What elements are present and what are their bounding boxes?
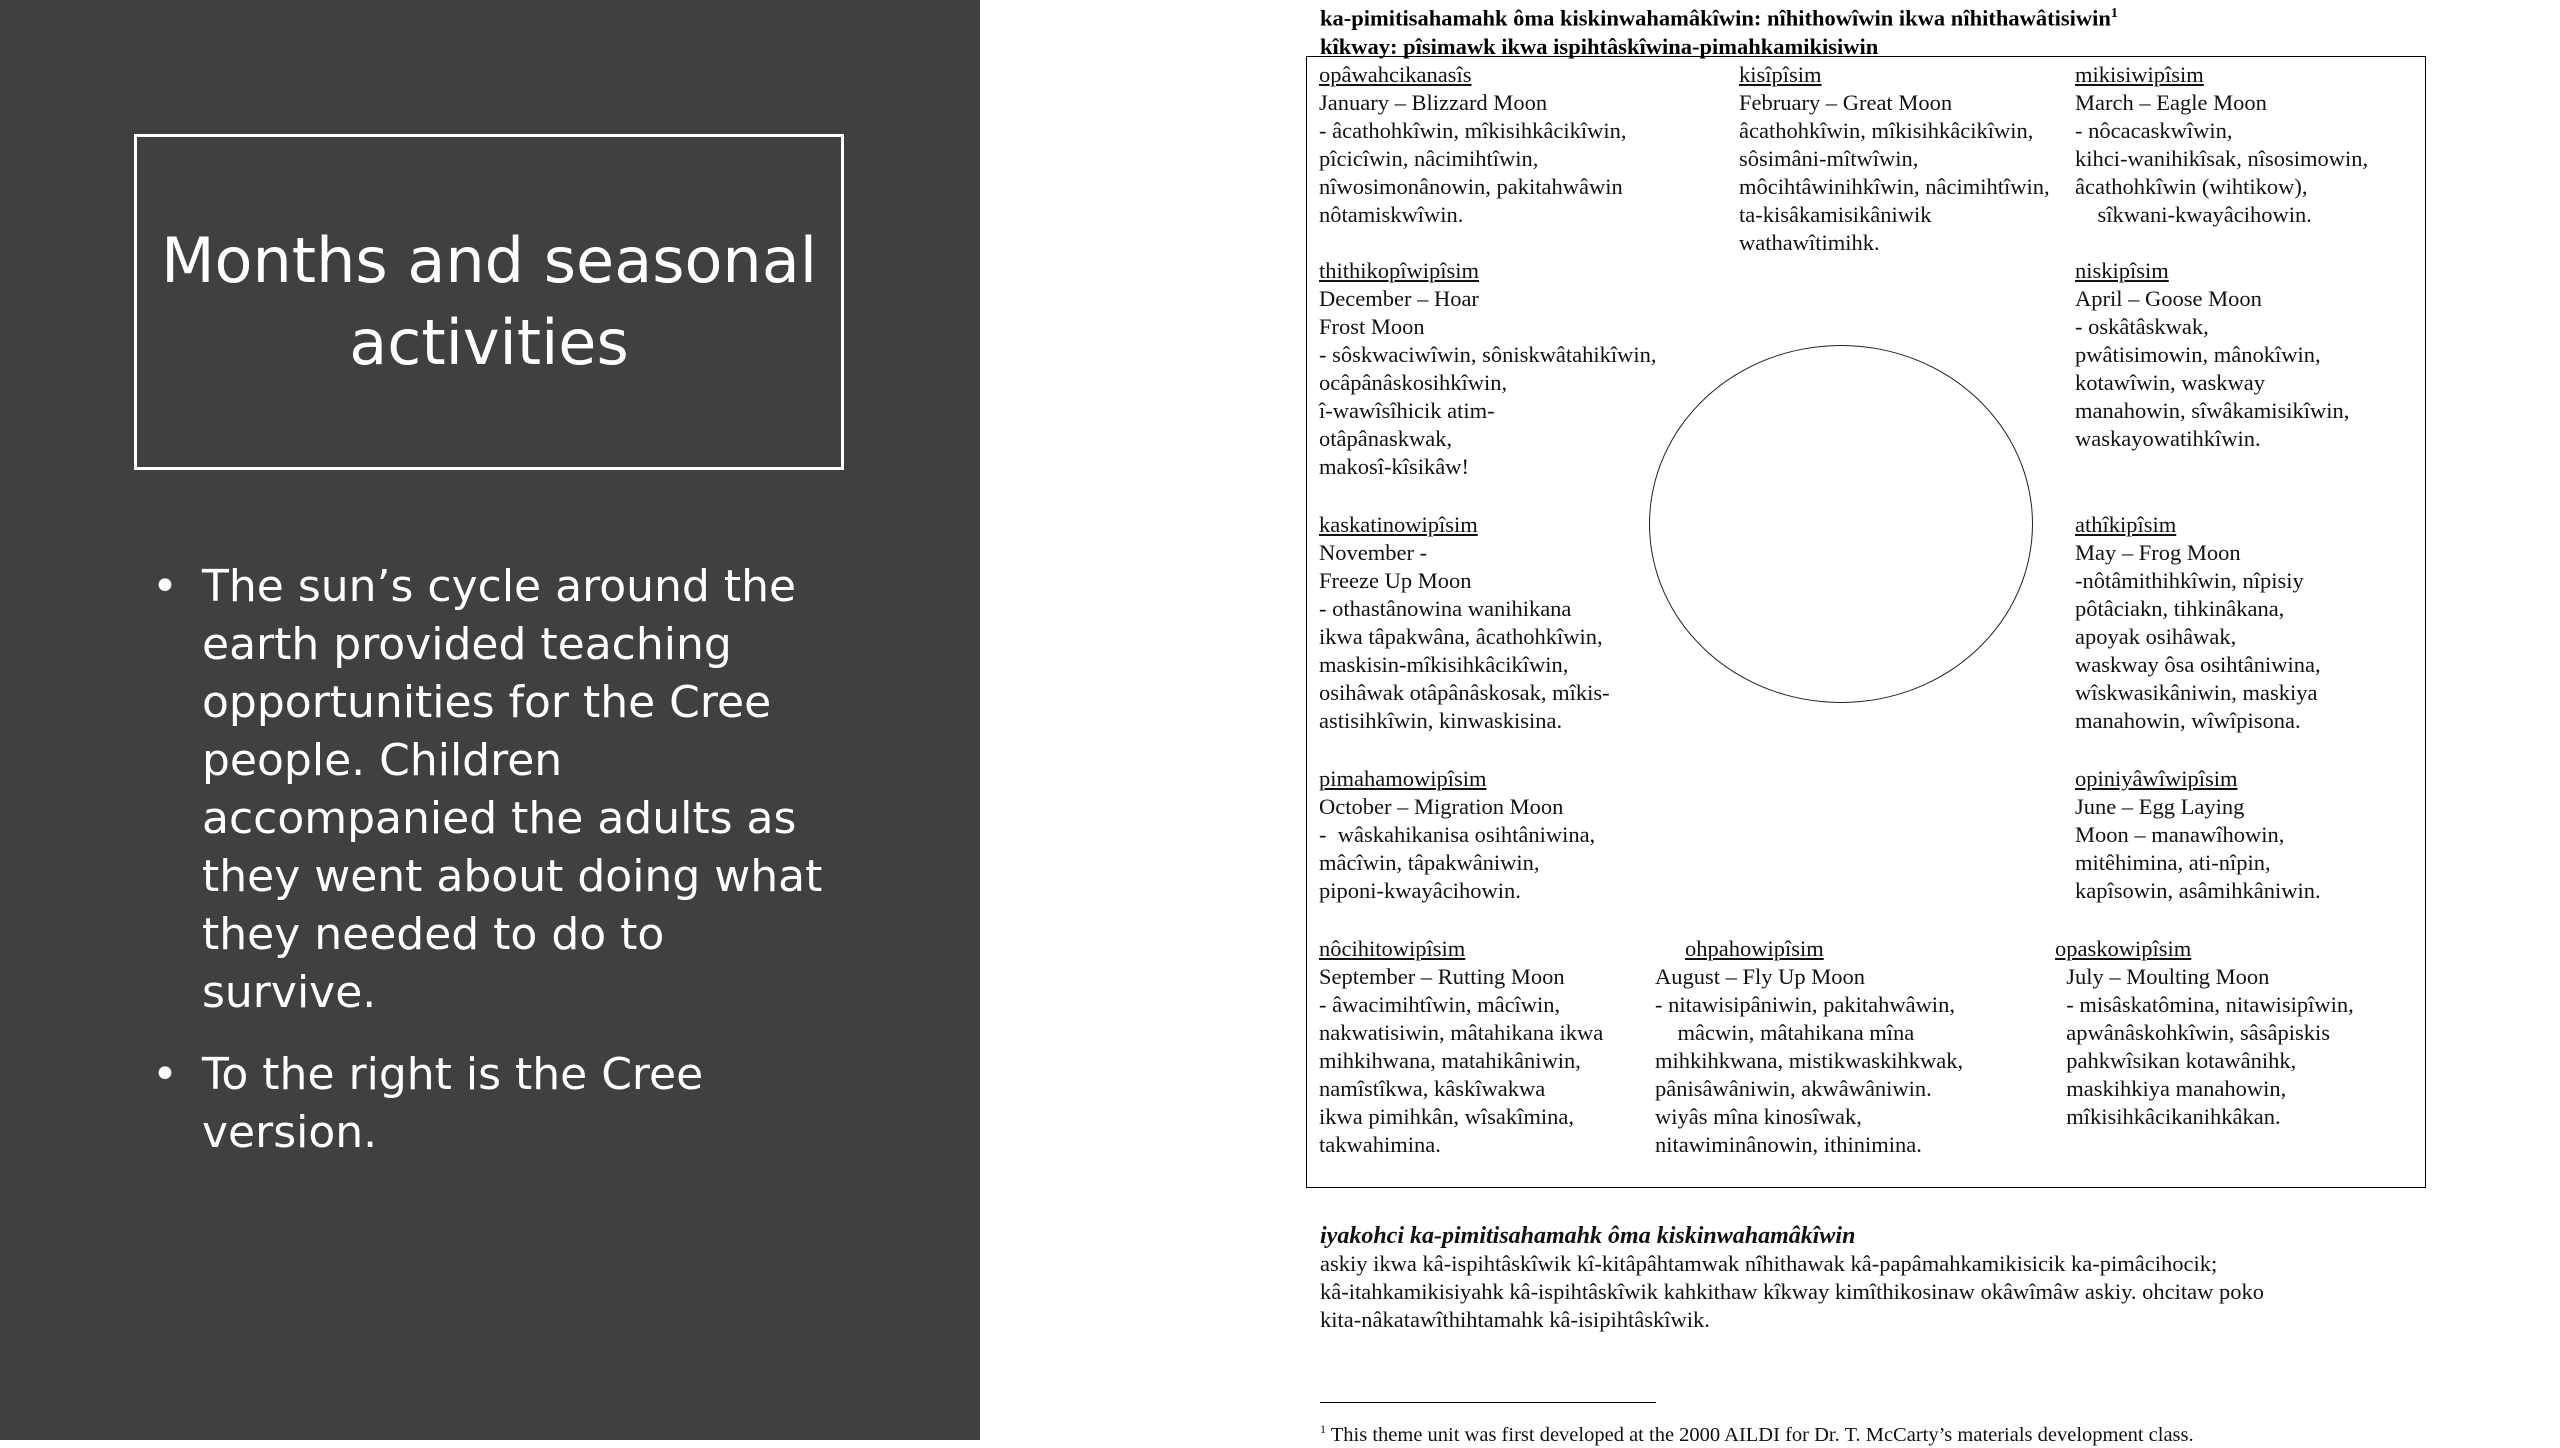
bullet-item <box>152 558 852 1022</box>
moon-line: piponi-kwayâcihowin. <box>1319 878 1521 903</box>
moon-line: makosî-kîsikâw! <box>1319 454 1469 479</box>
moon-line: - misâskatômina, nitawisipîwin, <box>2055 992 2354 1017</box>
slide-title: Months and seasonal activities <box>161 224 817 379</box>
moon-line: July – Moulting Moon <box>2055 964 2270 989</box>
moon-line: - sôskwaciwîwin, sôniskwâtahikîwin, <box>1319 342 1657 367</box>
summary-line: kâ-itahkamikisiyahk kâ-ispihtâskîwik kahkithaw kîkway kimîthikosinaw okâwîmâw askiy. ohcitaw poko <box>1320 1279 2265 1304</box>
moon-name: thithikopîwipîsim <box>1319 258 1480 283</box>
moon-line: - âcathohkîwin, mîkisihkâcikîwin, <box>1319 118 1627 143</box>
moon-line: November - <box>1319 540 1428 565</box>
bullet-item <box>152 1046 852 1162</box>
moon-line: mîkisihkâcikanihkâkan. <box>2055 1104 2281 1129</box>
footnote-divider <box>1320 1402 1656 1403</box>
bullet-dot-icon: • <box>152 561 178 612</box>
slide-title-box <box>134 134 844 470</box>
moon-block-august <box>1655 935 1963 1159</box>
document-header <box>1320 0 2118 61</box>
summary-line: askiy ikwa kâ-ispihtâskîwik kî-kitâpâhtamwak nîhithawak kâ-papâmahkamikisicik ka-pimâcihocik; <box>1320 1251 2218 1276</box>
moon-line: sôsimâni-mîtwîwin, <box>1739 146 1919 171</box>
moon-name: kaskatinowipîsim <box>1319 512 1478 537</box>
moon-line: otâpânaskwak, <box>1319 426 1453 451</box>
moon-line: ocâpânâskosihkîwin, <box>1319 370 1508 395</box>
moon-line: sîkwani-kwayâcihowin. <box>2075 202 2312 227</box>
moon-line: mâcîwin, tâpakwâniwin, <box>1319 850 1540 875</box>
moon-block-february <box>1739 61 2050 257</box>
moon-name: opâwahcikanasîs <box>1319 62 1472 87</box>
moon-line: Frost Moon <box>1319 314 1425 339</box>
summary-section <box>1320 1222 2430 1334</box>
moon-name: pimahamowipîsim <box>1319 766 1487 791</box>
moon-line: - othastânowina wanihikana <box>1319 596 1572 621</box>
moon-block-may <box>2075 511 2321 735</box>
moon-line: August – Fly Up Moon <box>1655 964 1866 989</box>
moon-line: - nôcacaskwîwin, <box>2075 118 2233 143</box>
moon-line: January – Blizzard Moon <box>1319 90 1548 115</box>
moon-line: kotawîwin, waskway <box>2075 370 2265 395</box>
moon-line: maskihkiya manahowin, <box>2055 1076 2287 1101</box>
footnote-text: This theme unit was first developed at the 2000 AILDI for Dr. T. McCarty’s materials development class. <box>1326 1423 2194 1446</box>
moon-line: - âwacimihtîwin, mâcîwin, <box>1319 992 1561 1017</box>
moon-line: mâcwin, mâtahikana mîna <box>1655 1020 1915 1045</box>
moon-line: waskayowatihkîwin. <box>2075 426 2261 451</box>
moon-line: -nôtâmithihkîwin, nîpisiy <box>2075 568 2304 593</box>
moon-line: September – Rutting Moon <box>1319 964 1565 989</box>
bullet-text: To the right is the Cree version. <box>202 1049 704 1158</box>
moon-line: Freeze Up Moon <box>1319 568 1472 593</box>
footnote <box>1320 1416 2194 1448</box>
moon-line: apwânâskohkîwin, sâsâpiskis <box>2055 1020 2330 1045</box>
moon-line: nîwosimonânowin, pakitahwâwin <box>1319 174 1623 199</box>
moon-line: April – Goose Moon <box>2075 286 2262 311</box>
moon-block-october <box>1319 765 1595 905</box>
summary-title: iyakohci ka-pimitisahamahk ôma kiskinwahamâkîwin <box>1320 1223 1856 1249</box>
moon-line: astisihkîwin, kinwaskisina. <box>1319 708 1563 733</box>
moon-line: namîstîkwa, kâskîwakwa <box>1319 1076 1546 1101</box>
moon-line: ikwa pimihkân, wîsakîmina, <box>1319 1104 1574 1129</box>
moon-line: October – Migration Moon <box>1319 794 1564 819</box>
moon-name: athîkipîsim <box>2075 512 2177 537</box>
moon-line: mitêhimina, ati-nîpin, <box>2075 850 2271 875</box>
moon-line: âcathohkîwin (wihtikow), <box>2075 174 2308 199</box>
moon-line: pahkwîsikan kotawânihk, <box>2055 1048 2297 1073</box>
moon-line: kapîsowin, asâmihkâniwin. <box>2075 878 2321 903</box>
header-line-2: kîkway: pîsimawk ikwa ispihtâskîwina-pimahkamikisiwin <box>1320 33 1879 59</box>
moon-line: nakwatisiwin, mâtahikana ikwa <box>1319 1020 1604 1045</box>
moon-line: manahowin, wîwîpisona. <box>2075 708 2301 733</box>
moon-block-december <box>1319 257 1656 481</box>
moon-line: î-wawîsîhicik atim- <box>1319 398 1495 423</box>
moon-line: manahowin, sîwâkamisikîwin, <box>2075 398 2350 423</box>
seasonal-circle <box>1649 345 2033 703</box>
moon-line: nitawiminânowin, ithinimina. <box>1655 1132 1922 1157</box>
moon-line: December – Hoar <box>1319 286 1479 311</box>
moon-line: apoyak osihâwak, <box>2075 624 2237 649</box>
bullet-dot-icon: • <box>152 1049 178 1100</box>
moon-line: wîskwasikâniwin, maskiya <box>2075 680 2318 705</box>
moon-line: môcihtâwinihkîwin, nâcimihtîwin, <box>1739 174 2050 199</box>
moon-line: mihkihwana, matahikâniwin, <box>1319 1048 1581 1073</box>
moon-name: ohpahowipîsim <box>1685 936 1824 961</box>
moon-line: - oskâtâskwak, <box>2075 314 2209 339</box>
moon-line: osihâwak otâpânâskosak, mîkis- <box>1319 680 1610 705</box>
moon-line: wiyâs mîna kinosîwak, <box>1655 1104 1862 1129</box>
moon-name: nôcihitowipîsim <box>1319 936 1466 961</box>
moon-block-june <box>2075 765 2321 905</box>
moon-line: pânisâwâniwin, akwâwâniwin. <box>1655 1076 1932 1101</box>
moon-line: maskisin-mîkisihkâcikîwin, <box>1319 652 1569 677</box>
moon-line: âcathohkîwin, mîkisihkâcikîwin, <box>1739 118 2034 143</box>
header-line-1: ka-pimitisahamahk ôma kiskinwahamâkîwin: nîhithowîwin ikwa nîhithawâtisiwin <box>1320 5 2111 31</box>
moon-line: ikwa tâpakwâna, âcathohkîwin, <box>1319 624 1603 649</box>
moon-line: ta-kisâkamisikâniwik <box>1739 202 1932 227</box>
moon-line: kihci-wanihikîsak, nîsosimowin, <box>2075 146 2369 171</box>
bullet-text: The sun’s cycle around the earth provided teaching opportunities for the Cree people. Children accompanied the adults as they went about doing what they needed to do to survive. <box>202 561 823 1018</box>
moon-line: May – Frog Moon <box>2075 540 2241 565</box>
moon-line: mihkihkwana, mistikwaskihkwak, <box>1655 1048 1964 1073</box>
footnote-mark: 1 <box>1320 1422 1326 1436</box>
moon-line: nôtamiskwîwin. <box>1319 202 1464 227</box>
moon-block-january <box>1319 61 1626 229</box>
moon-name: niskipîsim <box>2075 258 2169 283</box>
moon-block-september <box>1319 935 1603 1159</box>
moon-name: mikisiwipîsim <box>2075 62 2204 87</box>
moon-line: takwahimina. <box>1319 1132 1441 1157</box>
moon-block-july <box>2055 935 2354 1131</box>
moon-block-april <box>2075 257 2349 453</box>
moon-line: June – Egg Laying <box>2075 794 2245 819</box>
header-footnote-mark: 1 <box>2110 6 2118 21</box>
summary-line: kita-nâkatawîthihtamahk kâ-isipihtâskîwik. <box>1320 1307 1710 1332</box>
moon-block-november <box>1319 511 1610 735</box>
moon-line: wathawîtimihk. <box>1739 230 1880 255</box>
slide-left-panel <box>0 0 980 1440</box>
moon-name: kisîpîsim <box>1739 62 1822 87</box>
moon-line: waskway ôsa osihtâniwina, <box>2075 652 2321 677</box>
moon-name: opiniyâwîwipîsim <box>2075 766 2238 791</box>
bullet-list <box>152 558 852 1186</box>
moon-line: February – Great Moon <box>1739 90 1953 115</box>
moon-line: pîcicîwin, nâcimihtîwin, <box>1319 146 1539 171</box>
moon-line: - nitawisipâniwin, pakitahwâwin, <box>1655 992 1955 1017</box>
moon-line: pwâtisimowin, mânokîwin, <box>2075 342 2321 367</box>
moon-line: - wâskahikanisa osihtâniwina, <box>1319 822 1596 847</box>
moon-line: Moon – manawîhowin, <box>2075 822 2285 847</box>
moon-block-march <box>2075 61 2368 229</box>
moon-line: pôtâciakn, tihkinâkana, <box>2075 596 2285 621</box>
moon-line: March – Eagle Moon <box>2075 90 2267 115</box>
moon-calendar-box <box>1306 56 2426 1188</box>
moon-name: opaskowipîsim <box>2055 936 2192 961</box>
